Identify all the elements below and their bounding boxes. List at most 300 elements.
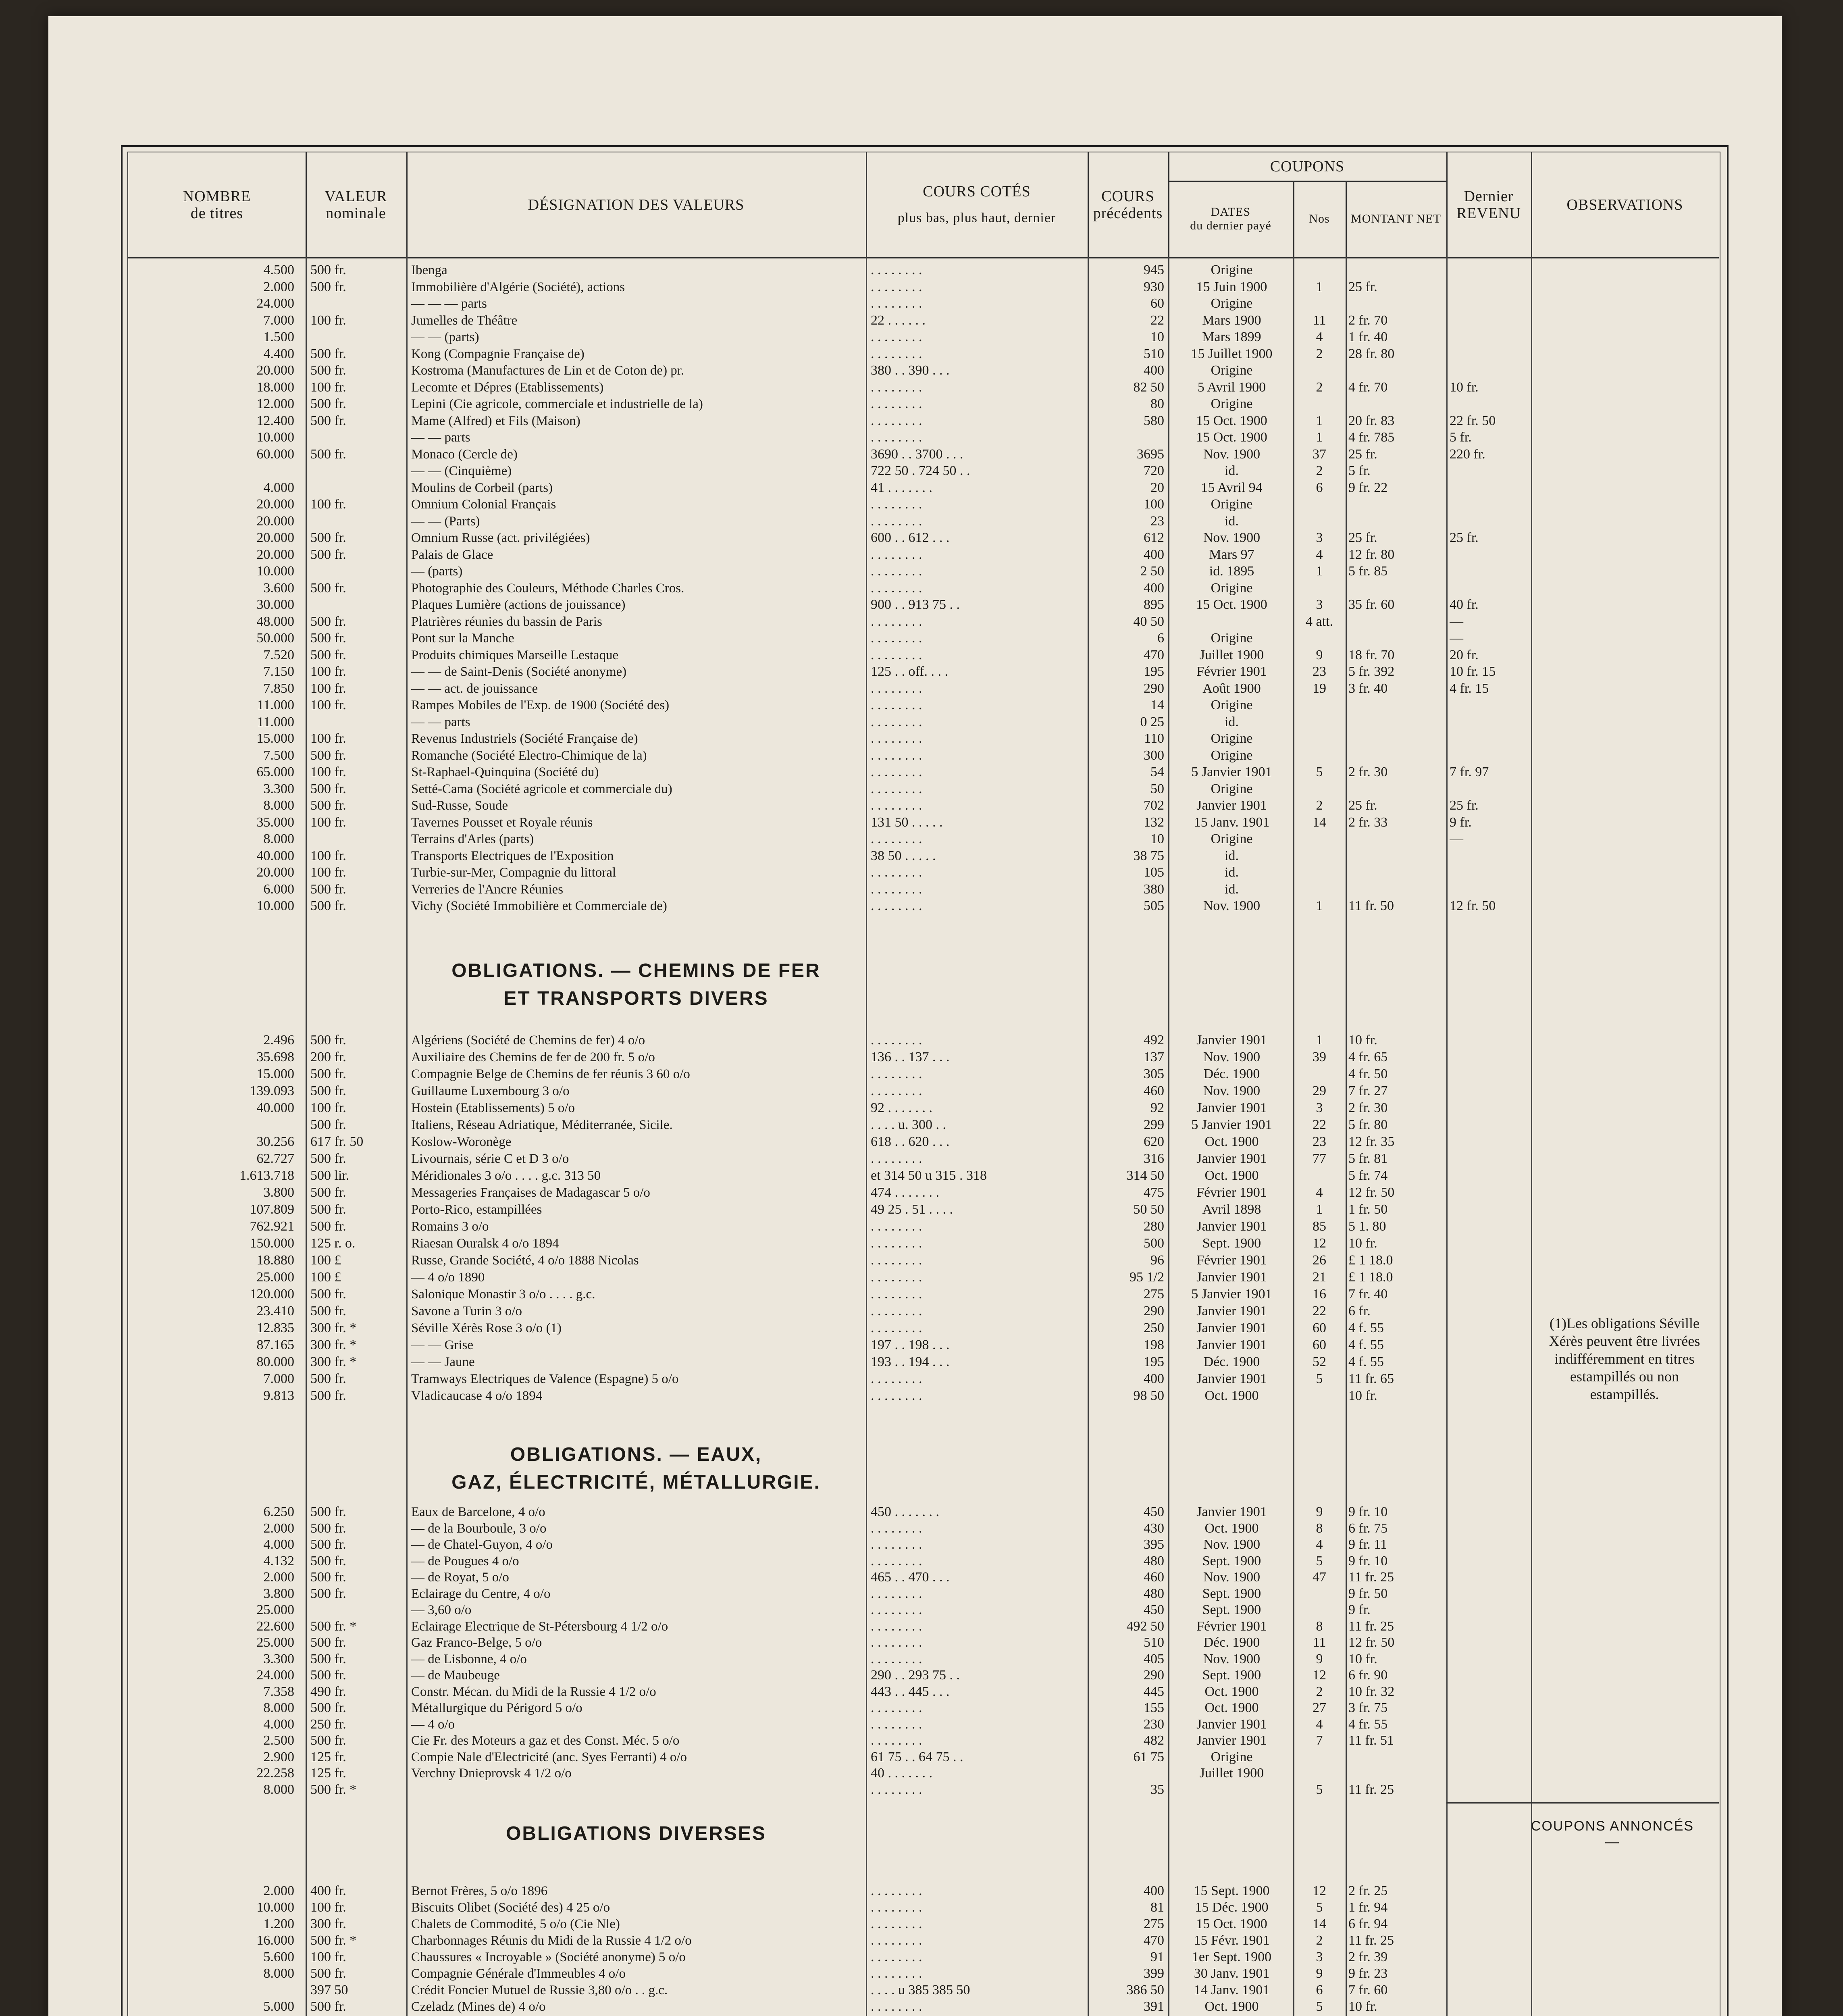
cell-date: 5 Avril 1900 [1197,379,1266,395]
cell-numero: 5 [1316,1553,1323,1568]
cell-cours-cotes: 41 . . . . . . . [871,480,932,495]
cell-revenu: 20 fr. [1450,647,1479,662]
cell-cours-cotes: . . . . . . . . [871,1635,922,1650]
cell-nombre: 50.000 [256,631,294,646]
cell-numero: 12 [1313,1668,1326,1683]
cell-valeur: 500 fr. * [310,1618,357,1634]
cell-cours-precedent: 395 [1144,1537,1164,1552]
cell-revenu: — [1450,614,1463,629]
cell-montant: 11 fr. 51 [1348,1733,1394,1748]
cell-date: Nov. 1900 [1203,1651,1261,1666]
cell-cours-precedent: 580 [1144,413,1164,428]
cell-designation: Chalets de Commodité, 5 o/o (Cie Nle) [411,1917,620,1931]
cell-cours-precedent: 6 [1157,631,1164,646]
cell-designation: — de Pougues 4 o/o [411,1554,519,1568]
cell-numero: 2 [1316,1933,1323,1948]
header-dates [1168,181,1294,258]
cell-valeur: 500 fr. [310,798,346,813]
cell-valeur: 617 fr. 50 [310,1134,364,1149]
cell-date: Déc. 1900 [1203,1066,1260,1081]
cell-valeur: 250 fr. [310,1716,346,1732]
cell-date: 15 Déc. 1900 [1195,1900,1269,1915]
cell-cours-cotes: . . . . . . . . [871,413,922,428]
cell-cours-precedent: 132 [1144,814,1164,830]
cell-date: 15 Févr. 1901 [1194,1933,1270,1948]
cell-date: id. [1225,714,1239,729]
cell-date: Nov. 1900 [1203,898,1261,913]
cell-valeur: 100 fr. [310,865,346,880]
cell-cours-precedent: 110 [1144,731,1164,746]
header-cours-precedents-label: COURS précédents [1093,188,1163,222]
cell-cours-cotes: . . . . . . . . [871,1270,922,1285]
cell-montant: 4 fr. 50 [1348,1066,1388,1081]
cell-numero: 9 [1316,1504,1323,1519]
cell-revenu: — [1450,631,1463,646]
cell-date: Nov. 1900 [1203,1050,1261,1064]
cell-cours-cotes: . . . . . . . . [871,1320,922,1335]
header-designation-label: DÉSIGNATION DES VALEURS [528,196,745,213]
cell-valeur: 500 fr. [310,1287,346,1302]
cell-numero: 11 [1313,1635,1326,1650]
cell-cours-precedent: 40 50 [1133,614,1164,629]
col-divider [1446,257,1448,2016]
section-title-line: OBLIGATIONS DIVERSES [506,1823,766,1844]
cell-cours-cotes: . . . . . . . . [871,1733,922,1748]
cell-cours-cotes: . . . . . . . . [871,764,922,779]
cell-numero: 2 [1316,1684,1323,1699]
header-nombre-label: NOMBRE [183,188,251,205]
cell-designation: Eaux de Barcelone, 4 o/o [411,1505,545,1519]
cell-valeur: 100 fr. [310,312,346,328]
header-coupons [1168,152,1448,182]
cell-valeur: 500 fr. [310,1033,346,1048]
cell-cours-precedent: 470 [1144,647,1164,662]
cell-designation: Vladicaucase 4 o/o 1894 [411,1389,543,1403]
cell-cours-precedent: 930 [1144,279,1164,294]
cell-montant: 10 fr. [1348,1388,1377,1403]
cell-date: id. [1225,848,1239,863]
cell-date: Janvier 1901 [1196,1337,1267,1352]
cell-nombre: 87.165 [256,1337,294,1352]
cell-date: Origine [1211,396,1253,411]
cell-designation: Sud-Russe, Soude [411,798,508,813]
cell-montant: 4 fr. 55 [1348,1716,1388,1732]
cell-montant: 18 fr. 70 [1348,647,1395,662]
cell-designation: Photographie des Couleurs, Méthode Charles Cros. [411,581,684,596]
observations-note-text: (1)Les obligations Séville Xérès peuvent être livrées indifféremment en titres estampillés ou non estampillés. [1549,1315,1700,1402]
cell-designation: Compagnie Générale d'Immeubles 4 o/o [411,1966,626,1981]
cell-cours-precedent: 316 [1144,1151,1164,1166]
cell-designation: Tramways Electriques de Valence (Espagne) 5 o/o [411,1372,679,1386]
cell-montant: 9 fr. 11 [1348,1537,1387,1552]
cell-cours-cotes: . . . . . . . . [871,1388,922,1403]
cell-numero: 52 [1313,1354,1326,1369]
cell-nombre: 22.258 [256,1766,294,1781]
cell-cours-cotes: . . . . . . . . [871,1700,922,1715]
cell-numero: 1 [1316,1033,1323,1048]
section-title-eaux [406,1443,866,1493]
cell-numero: 3 [1316,1100,1323,1115]
cell-date: Origine [1211,363,1253,378]
cell-cours-cotes: . . . . . . . . [871,1371,922,1386]
cell-montant: 12 fr. 50 [1348,1185,1395,1200]
cell-cours-precedent: 480 [1144,1586,1164,1601]
cell-cours-cotes: . . . . . . . . [871,1219,922,1234]
cell-numero: 47 [1313,1570,1326,1585]
cell-nombre: 65.000 [256,764,294,779]
cell-date: 15 Juin 1900 [1196,279,1267,294]
col-divider [1168,257,1169,2016]
cell-designation: Jumelles de Théâtre [411,313,518,328]
cell-montant: £ 1 18.0 [1348,1270,1393,1285]
cell-montant: 7 fr. 40 [1348,1287,1388,1302]
cell-nombre: 2.500 [263,1733,294,1748]
cell-date: Juillet 1900 [1199,1766,1264,1781]
cell-cours-precedent: 895 [1144,597,1164,612]
cell-cours-cotes: . . . . . . . . [871,714,922,729]
cell-valeur: 500 fr. [310,631,346,646]
cell-cours-precedent: 2 50 [1140,564,1164,579]
coupons-annonces-dash: — [1605,1834,1620,1849]
cell-cours-cotes: . . . . . . . . [871,564,922,579]
cell-date: Sept. 1900 [1202,1586,1261,1601]
cell-valeur: 100 fr. [310,1949,346,1964]
cell-montant: 3 fr. 40 [1348,681,1388,696]
cell-designation: — de la Bourboule, 3 o/o [411,1521,547,1536]
cell-cours-cotes: . . . . . . . . [871,497,922,512]
cell-revenu: 25 fr. [1450,530,1479,545]
cell-date: Janvier 1901 [1196,1270,1267,1285]
cell-date: Février 1901 [1196,664,1267,679]
cell-cours-cotes: 618 . . 620 . . . [871,1134,950,1149]
header-nominale-label: nominale [326,205,386,222]
cell-montant: 9 fr. 10 [1348,1553,1388,1568]
cell-cours-precedent: 280 [1144,1219,1164,1234]
cell-numero: 4 att. [1306,614,1333,629]
cell-cours-precedent: 23 [1150,513,1164,529]
cell-cours-cotes: . . . . . . . . [871,430,922,445]
cell-nombre: 6.000 [263,881,294,897]
header-dernier-paye-label: du dernier payé [1190,219,1271,232]
cell-cours-precedent: 391 [1144,1999,1164,2014]
cell-valeur: 100 fr. [310,764,346,779]
cell-numero: 23 [1313,664,1326,679]
cell-revenu: 4 fr. 15 [1450,681,1489,696]
section-title-diverses [406,1822,866,1845]
cell-revenu: 7 fr. 97 [1450,764,1489,779]
cell-cours-cotes: . . . . . . . . [871,731,922,746]
cell-numero: 22 [1313,1117,1326,1132]
cell-designation: Livournais, série C et D 3 o/o [411,1152,569,1166]
cell-nombre: 762.921 [250,1219,294,1234]
cell-montant: 12 fr. 50 [1348,1635,1395,1650]
cell-nombre: 2.000 [263,279,294,294]
cell-date: Mars 1899 [1202,329,1261,344]
cell-designation: Lecomte et Dépres (Etablissements) [411,380,604,395]
cell-designation: Eclairage du Centre, 4 o/o [411,1586,551,1601]
cell-montant: 6 fr. [1348,1304,1371,1318]
cell-cours-cotes: . . . . . . . . [871,1999,922,2014]
cell-designation: Terrains d'Arles (parts) [411,832,534,846]
cell-nombre: 25.000 [256,1602,294,1617]
cell-cours-precedent: 195 [1144,1354,1164,1369]
cell-date: 5 Janvier 1901 [1191,764,1272,779]
cell-nombre: 5.600 [263,1949,294,1964]
cell-nombre: 11.000 [257,698,294,712]
cell-date: Origine [1211,497,1253,512]
cell-cours-precedent: 612 [1144,530,1164,545]
cell-numero: 7 [1316,1733,1323,1748]
header-montant-label: MONTANT NET [1351,212,1441,225]
cell-cours-precedent: 14 [1150,698,1164,712]
cell-cours-precedent: 445 [1144,1684,1164,1699]
cell-numero: 1 [1316,1202,1323,1217]
cell-designation: Algériens (Société de Chemins de fer) 4 o/o [411,1033,645,1048]
cell-date: Janvier 1901 [1196,1151,1267,1166]
cell-designation: Biscuits Olibet (Société des) 4 25 o/o [411,1900,610,1915]
cell-montant: 1 fr. 40 [1348,329,1388,344]
cell-cours-cotes: . . . . . . . . [871,1287,922,1302]
cell-cours-cotes: . . . . . . . . [871,329,922,344]
cell-cours-precedent: 155 [1144,1700,1164,1715]
cell-cours-cotes: . . . . . . . . [871,1253,922,1268]
cell-valeur: 125 fr. [310,1766,346,1781]
cell-date: 15 Janv. 1901 [1194,814,1270,830]
cell-numero: 2 [1316,463,1323,478]
cell-montant: 4 f. 55 [1348,1337,1384,1352]
cell-cours-precedent: 702 [1144,798,1164,813]
cell-designation: Tavernes Pousset et Royale réunis [411,815,593,830]
cell-valeur: 100 fr. [310,848,346,863]
cell-montant: 9 fr. [1348,1602,1371,1617]
cell-montant: 2 fr. 25 [1348,1883,1388,1898]
cell-date: Nov. 1900 [1203,530,1261,545]
cell-valeur: 500 fr. [310,1304,346,1318]
cell-cours-precedent: 275 [1144,1287,1164,1302]
cell-nombre: 6.250 [263,1504,294,1519]
cell-cours-precedent: 98 50 [1133,1388,1164,1403]
cell-valeur: 500 fr. [310,396,346,411]
cell-cours-cotes: . . . . . . . . [871,1066,922,1081]
cell-numero: 8 [1316,1618,1323,1634]
cell-designation: Kostroma (Manufactures de Lin et de Coton de) pr. [411,363,684,378]
cell-numero: 8 [1316,1520,1323,1536]
cell-date: 15 Oct. 1900 [1196,430,1267,445]
cell-designation: Russe, Grande Société, 4 o/o 1888 Nicolas [411,1253,639,1268]
cell-montant: 5 fr. 85 [1348,564,1388,579]
cell-nombre: 25.000 [256,1270,294,1285]
cell-cours-cotes: . . . . . . . . [871,631,922,646]
cell-designation: Immobilière d'Algérie (Société), actions [411,279,625,294]
cell-valeur: 500 fr. [310,1553,346,1568]
cell-montant: 4 fr. 785 [1348,430,1395,445]
cell-designation: Monaco (Cercle de) [411,447,518,462]
cell-cours-cotes: 900 . . 913 75 . . [871,597,960,612]
cell-numero: 14 [1313,814,1326,830]
cell-valeur: 500 fr. [310,1202,346,1217]
cell-date: Janvier 1901 [1196,1733,1267,1748]
cell-valeur: 500 fr. [310,1586,346,1601]
cell-montant: 4 f. 55 [1348,1320,1384,1335]
cell-date: Nov. 1900 [1203,1537,1261,1552]
cell-nombre: 60.000 [256,446,294,462]
cell-valeur: 300 fr. [310,1916,346,1931]
cell-cours-precedent: 92 [1150,1100,1164,1115]
cell-nombre: 12.400 [256,413,294,428]
cell-date: 15 Avril 94 [1201,480,1263,495]
cell-date: 15 Juillet 1900 [1191,346,1273,361]
cell-date: Oct. 1900 [1204,1684,1259,1699]
cell-valeur: 500 fr. [310,1651,346,1666]
cell-numero: 26 [1313,1253,1326,1268]
col-divider [1088,257,1089,2016]
cell-montant: 4 fr. 70 [1348,379,1388,395]
cell-valeur: 500 fr. [310,530,346,545]
header-nos-label: Nos [1309,212,1330,225]
cell-nombre: 1.500 [263,329,294,344]
cell-date: Nov. 1900 [1203,1570,1261,1585]
cell-cours-precedent: 10 [1150,329,1164,344]
cell-date: Février 1901 [1196,1253,1267,1268]
cell-cours-precedent: 290 [1144,1304,1164,1318]
cell-cours-cotes: 131 50 . . . . . [871,814,943,830]
cell-valeur: 500 fr. [310,614,346,629]
cell-montant: 2 fr. 33 [1348,814,1388,830]
cell-designation: Messageries Françaises de Madagascar 5 o/o [411,1185,650,1200]
cell-date: Oct. 1900 [1204,1134,1259,1149]
cell-cours-cotes: 197 . . 198 . . . [871,1337,950,1352]
cell-montant: 10 fr. [1348,1651,1377,1666]
cell-numero: 60 [1313,1320,1326,1335]
cell-cours-cotes: . . . . . . . . [871,513,922,529]
cell-montant: 25 fr. [1348,798,1377,813]
cell-cours-precedent: 38 75 [1133,848,1164,863]
cell-cours-cotes: . . . . . . . . [871,1933,922,1948]
cell-date: Mars 97 [1209,547,1254,562]
cell-designation: Produits chimiques Marseille Lestaque [411,648,619,662]
cell-nombre: 10.000 [256,898,294,913]
cell-nombre: 7.000 [263,312,294,328]
cell-date: 5 Janvier 1901 [1191,1117,1272,1132]
cell-date: Janvier 1901 [1196,1716,1267,1732]
cell-cours-cotes: . . . . . . . . [871,1602,922,1617]
cell-numero: 5 [1316,1999,1323,2014]
cell-nombre: 8.000 [263,1966,294,1981]
cell-cours-cotes: . . . . . . . . [871,1520,922,1536]
cell-nombre: 80.000 [256,1354,294,1369]
cell-montant: 11 fr. 25 [1348,1782,1394,1797]
cell-montant: 4 fr. 65 [1348,1050,1388,1064]
cell-valeur: 490 fr. [310,1684,346,1699]
cell-numero: 1 [1316,430,1323,445]
cell-cours-precedent: 137 [1144,1050,1164,1064]
cell-nombre: 20.000 [256,363,294,378]
cell-valeur: 500 fr. [310,1537,346,1552]
cell-valeur: 500 fr. [310,346,346,361]
cell-cours-precedent: 230 [1144,1716,1164,1732]
cell-numero: 23 [1313,1134,1326,1149]
cell-date: Juillet 1900 [1199,647,1264,662]
header-nombre [128,152,307,258]
cell-revenu: — [1450,831,1463,846]
cell-designation: Omnium Russe (act. privilégiées) [411,531,590,545]
cell-cours-precedent: 299 [1144,1117,1164,1132]
cell-cours-precedent: 505 [1144,898,1164,913]
cell-designation: Savone a Turin 3 o/o [411,1304,522,1318]
cell-valeur: 300 fr. * [310,1320,357,1335]
cell-montant: 5 fr. [1348,463,1371,478]
cell-date: 15 Sept. 1900 [1194,1883,1270,1898]
cell-cours-precedent: 96 [1150,1253,1164,1268]
cell-numero: 1 [1316,898,1323,913]
cell-designation: Chaussures « Incroyable » (Société anonyme) 5 o/o [411,1950,686,1964]
cell-designation: Constr. Mécan. du Midi de la Russie 4 1/2 o/o [411,1684,656,1699]
section-title-line: OBLIGATIONS. — CHEMINS DE FER [451,960,821,981]
cell-montant: 2 fr. 39 [1348,1949,1388,1964]
cell-nombre: 23.410 [256,1304,294,1318]
cell-designation: Métallurgique du Périgord 5 o/o [411,1701,582,1715]
cell-date: Sept. 1900 [1202,1236,1261,1251]
cell-cours-cotes: . . . . . . . . [871,1033,922,1048]
cell-cours-precedent: 460 [1144,1570,1164,1585]
cell-revenu: 5 fr. [1450,430,1472,445]
header-dernier-revenu-label: Dernier REVENU [1456,188,1521,222]
cell-nombre: 20.000 [256,547,294,562]
cell-cours-precedent: 400 [1144,547,1164,562]
cell-numero: 2 [1316,379,1323,395]
cell-date: Août 1900 [1202,681,1261,696]
cell-cours-precedent: 91 [1150,1949,1164,1964]
cell-date: 15 Oct. 1900 [1196,413,1267,428]
header-valeur [306,152,408,258]
cell-designation: — — (parts) [411,330,479,344]
cell-nombre: 2.000 [263,1570,294,1585]
cell-cours-cotes: . . . . . . . . [871,698,922,712]
cell-montant: 9 fr. 23 [1348,1966,1388,1981]
cell-date: Origine [1211,831,1253,846]
cell-valeur: 200 fr. [310,1050,346,1064]
cell-nombre: 3.300 [263,781,294,796]
cell-date: id. [1225,881,1239,897]
cell-nombre: 8.000 [263,1700,294,1715]
cell-cours-precedent: 195 [1144,664,1164,679]
cell-nombre: 8.000 [263,831,294,846]
cell-numero: 5 [1316,764,1323,779]
cell-numero: 77 [1313,1151,1326,1166]
cell-cours-precedent: 405 [1144,1651,1164,1666]
cell-nombre: 4.132 [263,1553,294,1568]
header-observations-label: OBSERVATIONS [1566,196,1683,213]
cell-designation: — — parts [411,430,470,445]
cell-designation: Compie Nale d'Electricité (anc. Syes Ferranti) 4 o/o [411,1749,687,1764]
cell-designation: Vichy (Société Immobilière et Commerciale de) [411,899,667,913]
cell-numero: 19 [1313,681,1326,696]
cell-nombre: 62.727 [256,1151,294,1166]
cell-valeur: 500 fr. [310,1371,346,1386]
col-divider [306,257,307,2016]
cell-numero: 2 [1316,798,1323,813]
cell-nombre: 7.150 [263,664,294,679]
cell-nombre: 4.400 [263,346,294,361]
cell-cours-cotes: 22 . . . . . . [871,312,926,328]
cell-cours-cotes: 61 75 . . 64 75 . . [871,1749,963,1764]
cell-valeur: 100 £ [310,1270,341,1285]
coupons-annonces-label: COUPONS ANNONCÉS [1531,1818,1694,1834]
cell-cours-precedent: 54 [1150,764,1164,779]
cell-nombre: 3.300 [263,1651,294,1666]
cell-cours-precedent: 720 [1144,463,1164,478]
cell-numero: 9 [1316,1651,1323,1666]
